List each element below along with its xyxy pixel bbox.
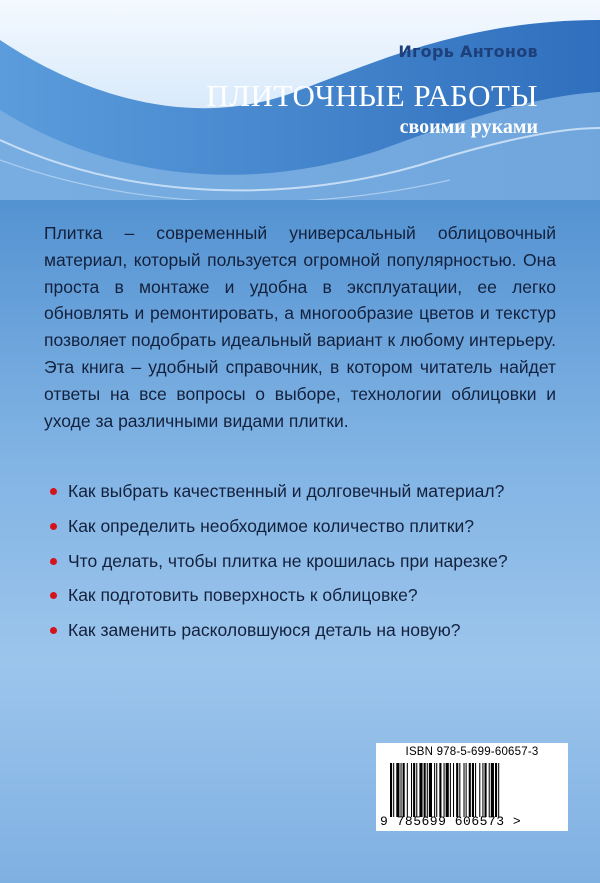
barcode-bar [469,763,471,817]
barcode-bars [390,763,556,817]
bullet-dot-icon [50,523,57,530]
barcode-bar [444,763,445,817]
book-title: ПЛИТОЧНЫЕ РАБОТЫ [206,78,538,113]
barcode-bar [407,763,408,817]
barcode-bar [482,763,483,817]
barcode-digits: 9 785699 606573 > [380,814,522,829]
bullet-dot-icon [50,558,57,565]
barcode-bar [479,763,480,817]
question-item [44,513,564,540]
barcode-bar [393,763,394,817]
question-text: Что делать, чтобы плитка не крошилась при нарезке? [68,550,508,571]
barcode-bar [390,763,392,817]
bullet-dot-icon [50,592,57,599]
barcode-bar [436,763,437,817]
question-text: Как подготовить поверхность к облицовке? [68,585,418,606]
barcode-bar [429,763,432,817]
barcode-bar [427,763,428,817]
author-name: Игорь Антонов [398,42,538,61]
barcode-bar [413,763,415,817]
question-text: Как выбрать качественный и долговечный материал? [68,481,505,501]
book-subtitle: своими руками [399,116,538,138]
question-item [44,478,564,505]
question-text: Как заменить расколовшуюся деталь на новую? [68,620,461,641]
question-text: Как определить необходимое количество плитки? [68,515,475,536]
barcode-bar [464,763,465,817]
barcode-box [376,743,568,831]
barcode-bar [403,763,405,817]
question-list [44,478,564,652]
barcode-bar [453,763,454,817]
barcode-bar [396,763,399,817]
barcode-bar [485,763,487,817]
barcode-bar [495,763,497,817]
bullet-dot-icon [50,627,57,634]
barcode-bar [439,763,441,817]
barcode-bar [466,763,467,817]
barcode-bar [498,763,499,817]
barcode-bar [450,763,451,817]
isbn-label: ISBN 978-5-699-60657-3 [405,746,539,758]
barcode-bar [419,763,422,817]
question-item [44,617,564,644]
question-item [44,548,564,575]
barcode-bar [411,763,412,817]
question-item [44,582,564,609]
barcode-bar [416,763,417,817]
book-description: Плитка – современный универсальный облицовочный материал, который пользуется огромной популярностью. Она проста в монтаже и удобна в эксплуатации, ее легко обновлять и ремонтировать, а многообразие цветов и текстур позволяет подобрать идеальный вариант к любому интерьеру. Эта книга – удобный справочник, в котором читатель найдет ответы на все вопросы о выборе, технологии облицовки и уходе за различными видами плитки. [44,223,556,431]
barcode-bar [401,763,402,817]
barcode-bar [434,763,435,817]
bullet-dot-icon [50,488,57,495]
barcode-bar [446,763,449,817]
barcode-bar [456,763,458,817]
barcode-bar [491,763,494,817]
barcode-bar [424,763,426,817]
barcode-bar [472,763,474,817]
barcode-bar [489,763,490,817]
barcode-bar [475,763,476,817]
barcode-bar [459,763,460,817]
